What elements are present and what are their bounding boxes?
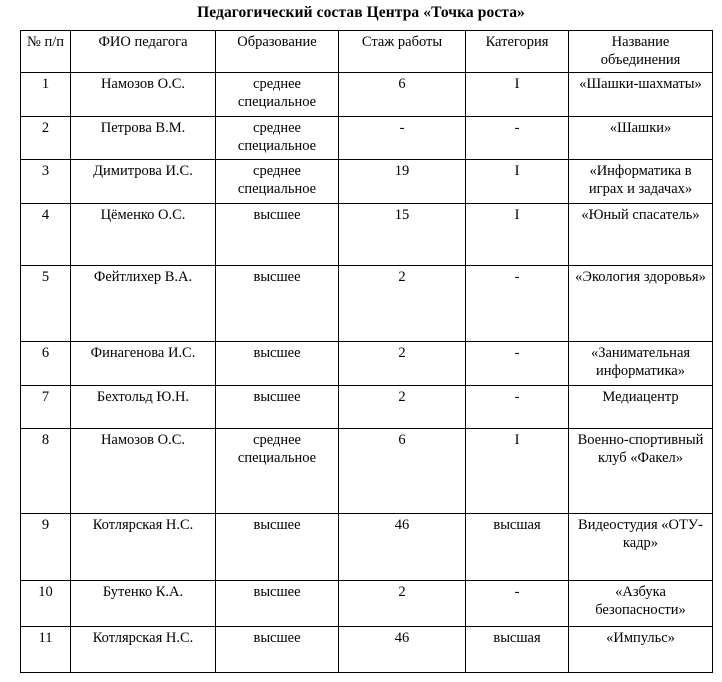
cell-category: - [466, 266, 569, 342]
cell-experience: 2 [339, 266, 466, 342]
cell-experience: 6 [339, 429, 466, 514]
cell-education: высшее [216, 204, 339, 266]
cell-association: «Азбука безопасности» [569, 581, 713, 627]
table-row [21, 627, 713, 673]
cell-education: высшее [216, 581, 339, 627]
cell-number: 9 [21, 514, 71, 581]
cell-name: Котлярская Н.С. [71, 627, 216, 673]
table-row [21, 342, 713, 386]
cell-experience: 2 [339, 386, 466, 429]
cell-experience: 46 [339, 514, 466, 581]
table-body [21, 73, 713, 673]
cell-association: «Занимательная информатика» [569, 342, 713, 386]
cell-number: 4 [21, 204, 71, 266]
cell-name: Финагенова И.С. [71, 342, 216, 386]
cell-experience: 19 [339, 160, 466, 204]
cell-name: Бехтольд Ю.Н. [71, 386, 216, 429]
cell-association: Видеостудия «ОТУ-кадр» [569, 514, 713, 581]
column-header-name: ФИО педагога [71, 31, 216, 73]
cell-association: «Шашки-шахматы» [569, 73, 713, 117]
cell-association: «Информатика в играх и задачах» [569, 160, 713, 204]
cell-category: высшая [466, 627, 569, 673]
cell-name: Намозов О.С. [71, 429, 216, 514]
table-row [21, 429, 713, 514]
column-header-number: № п/п [21, 31, 71, 73]
cell-number: 11 [21, 627, 71, 673]
column-header-association: Название объединения [569, 31, 713, 73]
column-header-category: Категория [466, 31, 569, 73]
table-header [21, 31, 713, 73]
cell-category: - [466, 117, 569, 160]
cell-number: 7 [21, 386, 71, 429]
cell-name: Цёменко О.С. [71, 204, 216, 266]
cell-association: «Импульс» [569, 627, 713, 673]
cell-category: I [466, 204, 569, 266]
column-header-experience: Стаж работы [339, 31, 466, 73]
cell-experience: 2 [339, 581, 466, 627]
cell-category: высшая [466, 514, 569, 581]
cell-number: 6 [21, 342, 71, 386]
cell-education: высшее [216, 266, 339, 342]
cell-number: 5 [21, 266, 71, 342]
cell-category: - [466, 342, 569, 386]
table-row [21, 581, 713, 627]
table-row [21, 204, 713, 266]
cell-experience: - [339, 117, 466, 160]
cell-experience: 2 [339, 342, 466, 386]
cell-number: 8 [21, 429, 71, 514]
table-row [21, 514, 713, 581]
table-row [21, 160, 713, 204]
cell-association: Медиацентр [569, 386, 713, 429]
cell-association: «Экология здоровья» [569, 266, 713, 342]
cell-education: среднее специальное [216, 73, 339, 117]
cell-education: высшее [216, 514, 339, 581]
cell-experience: 15 [339, 204, 466, 266]
cell-education: среднее специальное [216, 160, 339, 204]
cell-number: 3 [21, 160, 71, 204]
table-row [21, 117, 713, 160]
cell-category: - [466, 581, 569, 627]
page-title: Педагогический состав Центра «Точка роста» [197, 4, 525, 21]
staff-table [20, 30, 713, 673]
cell-experience: 6 [339, 73, 466, 117]
column-header-education: Образование [216, 31, 339, 73]
cell-name: Бутенко К.А. [71, 581, 216, 627]
cell-name: Фейтлихер В.А. [71, 266, 216, 342]
cell-education: среднее специальное [216, 429, 339, 514]
cell-education: высшее [216, 627, 339, 673]
cell-number: 2 [21, 117, 71, 160]
cell-category: I [466, 429, 569, 514]
cell-name: Котлярская Н.С. [71, 514, 216, 581]
cell-number: 1 [21, 73, 71, 117]
cell-association: «Шашки» [569, 117, 713, 160]
cell-education: высшее [216, 386, 339, 429]
cell-category: - [466, 386, 569, 429]
table-row [21, 386, 713, 429]
cell-name: Намозов О.С. [71, 73, 216, 117]
cell-experience: 46 [339, 627, 466, 673]
cell-category: I [466, 73, 569, 117]
cell-education: высшее [216, 342, 339, 386]
cell-name: Петрова В.М. [71, 117, 216, 160]
table-header-row [21, 31, 713, 73]
table-row [21, 73, 713, 117]
table-row [21, 266, 713, 342]
cell-name: Димитрова И.С. [71, 160, 216, 204]
cell-association: «Юный спасатель» [569, 204, 713, 266]
cell-education: среднее специальное [216, 117, 339, 160]
staff-table-container [20, 30, 712, 673]
cell-association: Военно-спортивный клуб «Факел» [569, 429, 713, 514]
cell-number: 10 [21, 581, 71, 627]
cell-category: I [466, 160, 569, 204]
